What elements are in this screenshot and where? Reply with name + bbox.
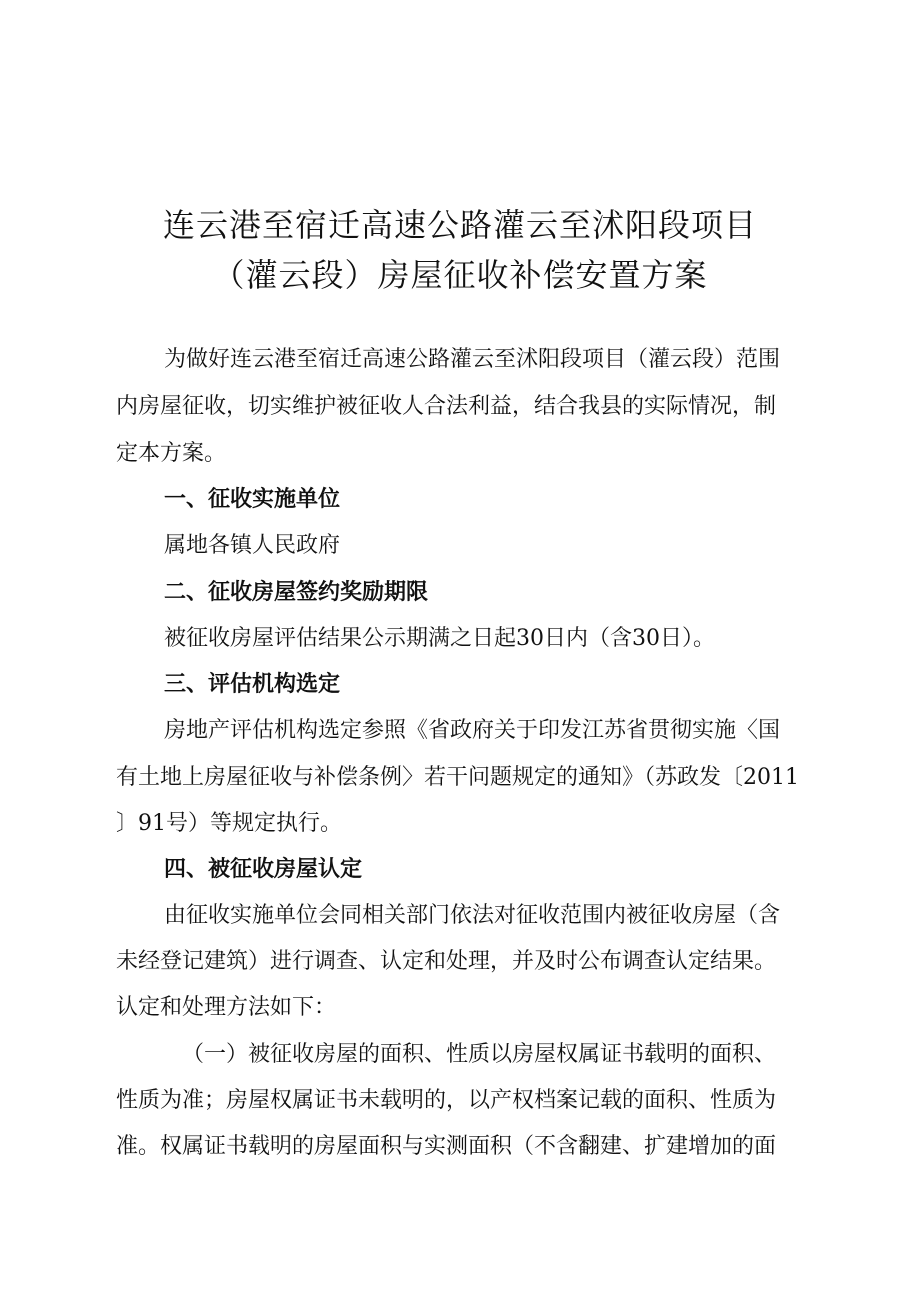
section-1-body: 属地各镇人民政府 xyxy=(164,533,341,558)
subsection-1-line-3: 准。权属证书载明的房屋面积与实测面积（不含翻建、扩建增加的面 xyxy=(116,1134,777,1159)
section-4-heading: 四、被征收房屋认定 xyxy=(164,857,363,882)
document-title-line-2: （灌云段）房屋征收补偿安置方案 xyxy=(212,256,708,294)
subsection-1-line-2: 性质为准；房屋权属证书未载明的，以产权档案记载的面积、性质为 xyxy=(116,1088,777,1113)
subsection-1-line-1: （一）被征收房屋的面积、性质以房屋权属证书载明的面积、 xyxy=(182,1042,777,1067)
intro-line-3: 定本方案。 xyxy=(116,441,227,466)
section-3-heading: 三、评估机构选定 xyxy=(164,672,341,697)
section-4-line-3: 认定和处理方法如下： xyxy=(116,995,337,1020)
section-2-heading: 二、征收房屋签约奖励期限 xyxy=(164,580,429,605)
intro-line-2: 内房屋征收，切实维护被征收人合法利益，结合我县的实际情况，制 xyxy=(116,394,777,419)
section-3-line-3: 〕91号）等规定执行。 xyxy=(116,811,342,836)
section-1-heading: 一、征收实施单位 xyxy=(164,487,341,512)
section-3-line-1: 房地产评估机构选定参照《省政府关于印发江苏省贯彻实施〈国 xyxy=(164,718,781,743)
section-2-body: 被征收房屋评估结果公示期满之日起30日内（含30日）。 xyxy=(164,626,715,651)
intro-line-1: 为做好连云港至宿迁高速公路灌云至沭阳段项目（灌云段）范围 xyxy=(164,347,781,372)
section-4-line-2: 未经登记建筑）进行调查、认定和处理，并及时公布调查认定结果。 xyxy=(116,949,777,974)
document-title-line-1: 连云港至宿迁高速公路灌云至沭阳段项目 xyxy=(162,206,757,244)
section-4-line-1: 由征收实施单位会同相关部门依法对征收范围内被征收房屋（含 xyxy=(164,903,781,928)
section-3-line-2: 有土地上房屋征收与补偿条例〉若干问题规定的通知》（苏政发〔2011 xyxy=(116,765,799,790)
